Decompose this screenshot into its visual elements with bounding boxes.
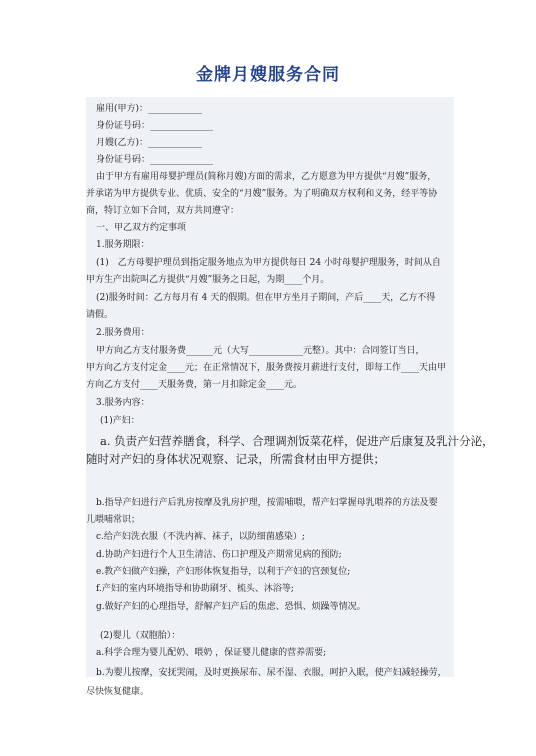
list-item: a.科学合理为婴儿配奶、喂奶 ，保证婴儿健康的营养需要; bbox=[96, 648, 327, 658]
paragraph-line: b.指导产妇进行产后乳房按摩及乳房护理，按需哺喂，帮产妇掌握母乳喂养的方法及婴 bbox=[96, 498, 438, 508]
paragraph-line: (1) 乙方母婴护理员到指定服务地点为甲方提供每日 24 小时母婴护理服务，时间从自 bbox=[96, 258, 441, 268]
paragraph-line: 方向乙方支付____天服务费，第一月扣除定金____元。 bbox=[86, 380, 303, 390]
list-item: g.做好产妇的心理指导，舒解产妇产后的焦虑、恐惧、烦躁等情况。 bbox=[96, 602, 366, 612]
paragraph-line: 尽快恢复健康。 bbox=[86, 687, 150, 697]
paragraph-line: a. 负责产妇营养膳食，科学、合理调剂饭菜花样，促进产后康复及乳汁分泌， bbox=[100, 434, 494, 448]
section-heading: 一、甲乙双方约定事项 bbox=[96, 223, 187, 233]
list-item: e.教产妇做产妇操，产妇形体恢复指导，以利于产妇的宫颈复位; bbox=[96, 567, 351, 577]
intro-line: 商，特订立如下合同，双方共同遵守： bbox=[86, 206, 240, 216]
item-heading: 1.服务期限： bbox=[96, 240, 150, 250]
list-item: d.协助产妇进行个人卫生清洁、伤口护理及产期常见病的预防; bbox=[96, 550, 342, 560]
employer-id-field: 身份证号码：______________ bbox=[96, 121, 214, 131]
item-heading: 2.服务费用： bbox=[96, 328, 150, 338]
nanny-field: 月嫂(乙方)：____________ bbox=[96, 138, 203, 148]
intro-line: 由于甲方有雇用母婴护理员(简称月嫂)方面的需求，乙方愿意为甲方提供“月嫂”服务， bbox=[96, 172, 437, 182]
paragraph-line: (2)服务时间：乙方每月有 4 天的假期。但在甲方坐月子期间，产后____天，乙方不得 bbox=[96, 293, 436, 303]
sub-heading: (2)婴儿（双胞胎）： bbox=[100, 631, 181, 641]
document-title: 金牌月嫂服务合同 bbox=[196, 65, 340, 85]
list-item: c.给产妇洗衣服（不洗内裤、袜子，以防细菌感染）; bbox=[96, 532, 305, 542]
paragraph-line: 随时对产妇的身体状况观察、记录，所需食材由甲方提供； bbox=[86, 452, 385, 466]
paragraph-line: 甲方向乙方支付定金____元；在正常情况下，服务费按月薪进行支付，即每工作____天由甲 bbox=[86, 363, 447, 373]
sub-heading: (1)产妇： bbox=[100, 416, 140, 426]
paragraph-line: 请假。 bbox=[86, 310, 114, 320]
paragraph-line: 儿喂哺常识； bbox=[86, 515, 141, 525]
paragraph-line: 甲方向乙方支付服务费______元（大写____________元整）。其中：合同签订当日， bbox=[96, 346, 425, 356]
paragraph-line: b.为婴儿按摩，安抚哭闹，及时更换尿布、尿不湿、衣服，呵护入眠，使产妇减轻操劳， bbox=[96, 668, 447, 678]
employer-field: 雇用(甲方)：____________ bbox=[96, 104, 203, 114]
item-heading: 3.服务内容： bbox=[96, 398, 150, 408]
intro-line: 并承诺为甲方提供专业、优质、安全的“月嫂”服务。为了明确双方权利和义务，经平等协 bbox=[86, 189, 438, 199]
nanny-id-field: 身份证号码：______________ bbox=[96, 155, 214, 165]
list-item: f.产妇的室内环境指导和协助刷牙、梳头、沐浴等; bbox=[96, 584, 294, 594]
paragraph-line: 甲方生产出院叫乙方提供“月嫂”服务之日起，为期____个月。 bbox=[86, 275, 330, 285]
